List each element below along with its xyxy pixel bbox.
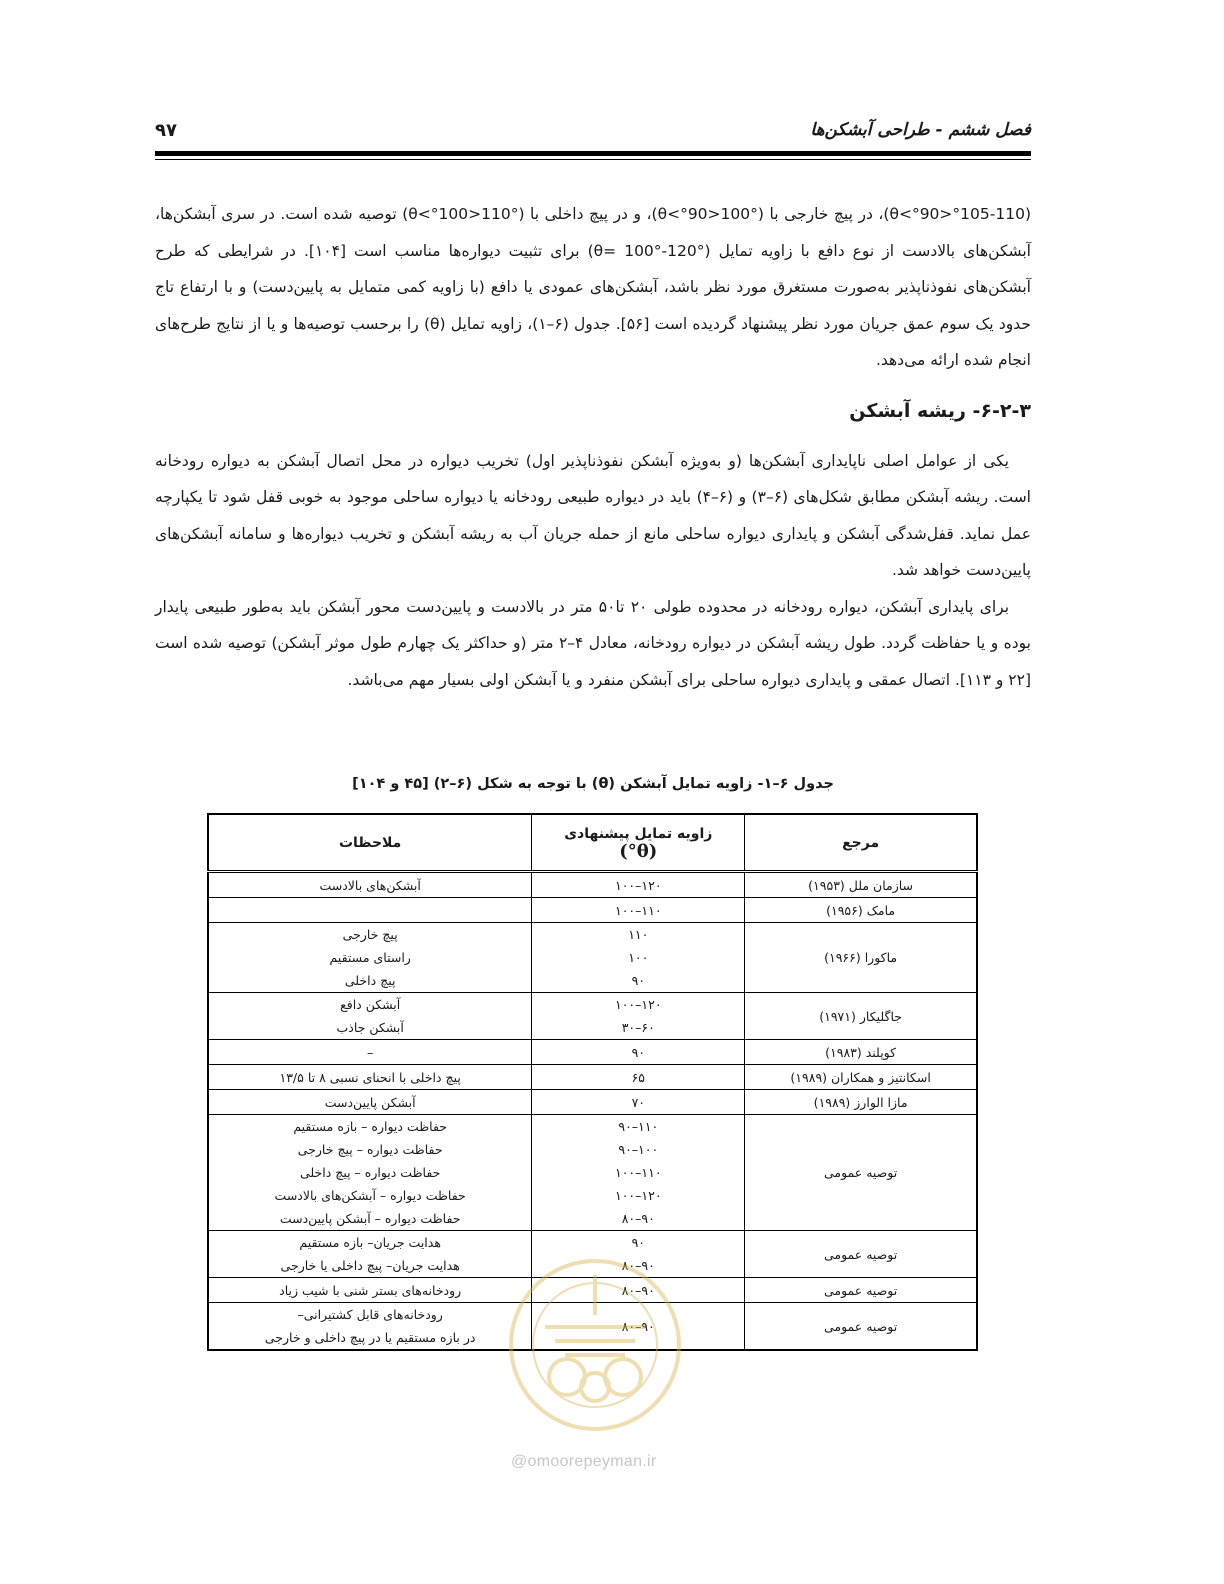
cell-reference: توصیه عمومی: [745, 1303, 977, 1351]
angle-value: ۱۱۰: [628, 927, 649, 942]
angle-value: ۹۰: [631, 973, 645, 988]
paragraph-2: یکی از عوامل اصلی ناپایداری آبشکن‌ها (و بەویژه آبشکن نفوذناپذیر اول) تخریب دیواره در محل اتصال آبشکن به دیواره رودخانه است. ریشه آبشکن مطابق شکل‌های (۶–۳) و (۶–۴) باید در دیواره طبیعی رودخانه یا دیواره ساحلی موجود به خوبی قفل شود تا یکپارچه عمل نماید. قفل‌شدگی آبشکن و پایداری دیواره ساحلی مانع از حمله جریان آب به ریشه آبشکن و تخریب دیواره‌ها و سامانه آبشکن‌های پایین‌دست خواهد شد.: [155, 451, 1031, 579]
cell-notes: [208, 1040, 532, 1065]
table-row: [208, 923, 977, 993]
cell-notes: [208, 1231, 532, 1278]
cell-notes: [208, 1065, 532, 1090]
cell-reference: اسکانتیز و همکاران (۱۹۸۹): [745, 1065, 977, 1090]
header-angle-label: زاویه تمایل پیشنهادی: [564, 825, 713, 842]
cell-reference: توصیه عمومی: [745, 1231, 977, 1278]
angle-value: ۹۰–۸۰: [621, 1318, 655, 1334]
cell-notes: [208, 1303, 532, 1351]
note-text: رودخانه‌های قابل کشتیرانی–: [297, 1307, 443, 1322]
cell-angle: [532, 872, 745, 898]
angle-value: ۱۱۰–۱۰۰: [615, 1165, 662, 1180]
note-text: رودخانه‌های بستر شنی با شیب زیاد: [279, 1282, 462, 1298]
note-text: حفاظت دیواره – آبشکن پایین‌دست: [279, 1211, 461, 1226]
cell-reference: ماکورا (۱۹۶۶): [745, 923, 977, 993]
table-row: [208, 1115, 977, 1231]
cell-notes: [208, 993, 532, 1040]
angle-value: ۱۲۰–۱۰۰: [615, 997, 662, 1012]
table-row: [208, 1040, 977, 1065]
note-text: هدایت جریان– بازه مستقیم: [299, 1235, 441, 1250]
body-text: [155, 196, 1031, 698]
note-text: آبشکن پایین‌دست: [324, 1094, 416, 1110]
cell-notes: [208, 1115, 532, 1231]
table-row: [208, 1065, 977, 1090]
table-caption: جدول ۶–۱- زاویه تمایل آبشکن (θ) با توجه به شکل (۶–۲) [۴۵ و ۱۰۴]: [352, 776, 834, 792]
cell-angle: [532, 1090, 745, 1115]
header-notes: ملاحظات: [208, 814, 532, 872]
header-angle: [532, 814, 745, 872]
angle-value: ۱۰۰–۹۰: [618, 1142, 659, 1157]
angle-value: ۹۰: [631, 1044, 645, 1060]
cell-reference: سازمان ملل (۱۹۵۳): [745, 872, 977, 898]
angle-value: ۱۰۰: [628, 950, 649, 965]
note-text: پیچ خارجی: [342, 927, 398, 942]
table-row: [208, 993, 977, 1040]
cell-angle: [532, 898, 745, 923]
cell-reference: توصیه عمومی: [745, 1115, 977, 1231]
note-text: حفاظت دیواره – پیچ داخلی: [299, 1165, 441, 1180]
table-header-row: [208, 814, 977, 872]
note-text: حفاظت دیواره – بازه مستقیم: [293, 1119, 448, 1134]
cell-notes: [208, 923, 532, 993]
note-text: آبشکن جاذب: [336, 1020, 404, 1035]
note-text: حفاظت دیواره – آبشکن‌های بالادست: [274, 1188, 466, 1203]
note-text: هدایت جریان– پیچ داخلی یا خارجی: [280, 1258, 460, 1273]
cell-angle: [532, 1065, 745, 1090]
page-header: [155, 118, 1031, 158]
cell-reference: جاگلیکار (۱۹۷۱): [745, 993, 977, 1040]
angle-value: ۱۱۰–۹۰: [618, 1119, 659, 1134]
page-number: ۹۷: [155, 120, 177, 141]
header-rule-thick: [155, 151, 1031, 156]
cell-notes: [208, 872, 532, 898]
angle-value: ۶۵: [631, 1069, 645, 1085]
angle-value: ۱۲۰–۱۰۰: [615, 877, 662, 893]
angle-value: ۹۰–۸۰: [621, 1211, 655, 1226]
paragraph-3: برای پایداری آبشکن، دیواره رودخانه در محدوده طولی ۲۰ تا۵۰ متر در بالادست و پایین‌دست محور آبشکن باید به‌طور طبیعی پایدار بوده و یا حفاظت گردد. طول ریشه آبشکن در دیواره رودخانه، معادل ۴–۲ متر (و حداکثر یک چهارم طول موثر آبشکن) توصیه شده است [۲۲ و ۱۱۳]. اتصال عمقی و پایداری دیواره ساحلی برای آبشکن منفرد و یا آبشکن اولی بسیار مهم می‌باشد.: [155, 597, 1031, 689]
cell-reference: کوپلند (۱۹۸۳): [745, 1040, 977, 1065]
note-text: –: [367, 1044, 374, 1060]
cell-angle: [532, 1040, 745, 1065]
note-text: راستای مستقیم: [329, 950, 411, 965]
note-text: پیچ داخلی با انحنای نسبی ۸ تا ۱۳/۵: [279, 1069, 461, 1085]
angle-value: ۶۰–۳۰: [621, 1020, 655, 1035]
running-title: فصل ششم - طراحی آبشکن‌ها: [810, 120, 1031, 140]
cell-reference: مازا الوارز (۱۹۸۹): [745, 1090, 977, 1115]
table-row: [208, 898, 977, 923]
cell-notes: [208, 1090, 532, 1115]
angle-value: ۱۲۰–۱۰۰: [615, 1188, 662, 1203]
publisher-logo-watermark: [505, 1255, 685, 1435]
note-text: در بازه مستقیم یا در پیچ داخلی و خارجی: [264, 1330, 476, 1345]
table-row: [208, 872, 977, 898]
header-rule-thin: [155, 159, 1031, 160]
paragraph-1: (°105-110<θ<°90)، در پیچ خارجی با (°100<θ<°90)، و در پیچ داخلی با (°110<θ<°100) توصیه شده است. در سری آبشکن‌ها، آبشکن‌های بالادست از نوع دافع با زاویه تمایل (°120-°100 =θ) برای تثبیت دیواره‌ها مناسب است [۱۰۴]. در شرایطی که طرح آبشکن‌های نفوذناپذیر به‌صورت مستغرق مورد نظر باشد، آبشکن‌های عمودی یا دافع (با زاویه کمی متمایل به پایین‌دست) و با ارتفاع تاج حدود یک سوم عمق جریان مورد نظر پیشنهاد گردیده است [۵۶]. جدول (۶–۱)، زاویه تمایل (θ) را برحسب توصیه‌ها و یا از نتایج طرح‌های انجام شده ارائه می‌دهد.: [155, 205, 1031, 369]
cell-notes: [208, 898, 532, 923]
angle-value: ۹۰–۸۰: [621, 1282, 655, 1298]
table-row: [208, 1090, 977, 1115]
note-text: پیچ داخلی: [344, 973, 396, 988]
site-watermark: @omoorepeyman.ir: [511, 1453, 657, 1470]
angle-value: ۱۱۰–۱۰۰: [615, 902, 662, 918]
header-reference: مرجع: [745, 814, 977, 872]
cell-angle: [532, 993, 745, 1040]
angle-value: ۹۰–۸۰: [621, 1258, 655, 1273]
header-angle-symbol: (θ°): [619, 840, 658, 862]
section-heading: ۶-۲-۳- ریشه آبشکن: [849, 399, 1031, 422]
cell-angle: [532, 923, 745, 993]
cell-angle: [532, 1115, 745, 1231]
cell-notes: [208, 1278, 532, 1303]
cell-reference: توصیه عمومی: [745, 1278, 977, 1303]
note-text: آبشکن دافع: [340, 997, 401, 1012]
cell-reference: مامک (۱۹۵۶): [745, 898, 977, 923]
note-text: حفاظت دیواره – پیچ خارجی: [297, 1142, 443, 1157]
angle-value: ۹۰: [631, 1235, 645, 1250]
note-text: آبشکن‌های بالادست: [319, 877, 421, 893]
angle-value: ۷۰: [631, 1094, 645, 1110]
